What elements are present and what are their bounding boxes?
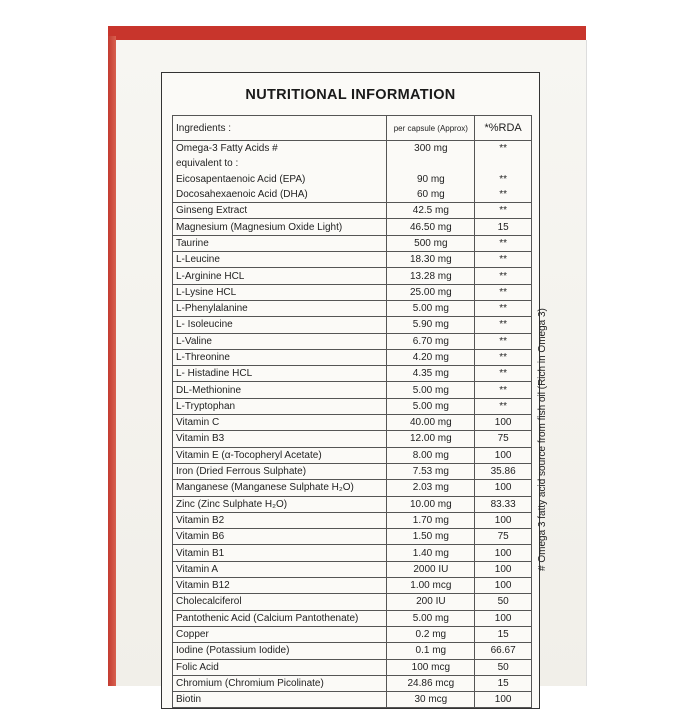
cell-rda: ** bbox=[475, 284, 532, 300]
cell-qty: 0.1 mg bbox=[387, 643, 475, 659]
table-row bbox=[173, 594, 532, 610]
dha-rda: ** bbox=[475, 187, 532, 203]
table-row bbox=[173, 643, 532, 659]
table-row bbox=[173, 366, 532, 382]
cell-name: Biotin bbox=[173, 692, 387, 708]
cell-qty: 13.28 mg bbox=[387, 268, 475, 284]
cell-rda: 83.33 bbox=[475, 496, 532, 512]
table-row bbox=[173, 268, 532, 284]
epa-qty: 90 mg bbox=[387, 172, 475, 187]
cell-name: Taurine bbox=[173, 235, 387, 251]
cell-qty: 5.00 mg bbox=[387, 398, 475, 414]
cell-qty: 1.00 mcg bbox=[387, 578, 475, 594]
table-row bbox=[173, 610, 532, 626]
table-row bbox=[173, 447, 532, 463]
cell-qty: 7.53 mg bbox=[387, 463, 475, 479]
cell-rda: ** bbox=[475, 252, 532, 268]
cell-rda: 50 bbox=[475, 594, 532, 610]
table-row bbox=[173, 545, 532, 561]
nutrition-table bbox=[172, 115, 532, 708]
cell-qty: 4.20 mg bbox=[387, 349, 475, 365]
cell-name: Chromium (Chromium Picolinate) bbox=[173, 675, 387, 691]
cell-name: L-Valine bbox=[173, 333, 387, 349]
nutrition-panel bbox=[161, 72, 548, 709]
cell-qty: 1.50 mg bbox=[387, 529, 475, 545]
cell-name: Vitamin B12 bbox=[173, 578, 387, 594]
cell-name: Copper bbox=[173, 626, 387, 642]
cell-rda: ** bbox=[475, 300, 532, 316]
box-side-edge bbox=[108, 36, 116, 686]
omega-rda: ** bbox=[475, 141, 532, 157]
omega-source-note: # Omega 3 fatty acid source from fish oil (Rich in Omega 3) bbox=[537, 308, 548, 571]
cell-name: Vitamin C bbox=[173, 415, 387, 431]
cell-name: Vitamin B2 bbox=[173, 512, 387, 528]
table-row bbox=[173, 561, 532, 577]
cell-name: L-Arginine HCL bbox=[173, 268, 387, 284]
table-row bbox=[173, 252, 532, 268]
cell-qty: 5.90 mg bbox=[387, 317, 475, 333]
omega-equiv: equivalent to : bbox=[173, 156, 387, 171]
cell-rda: 15 bbox=[475, 219, 532, 235]
table-row bbox=[173, 512, 532, 528]
cell-name: L-Leucine bbox=[173, 252, 387, 268]
cell-rda: 100 bbox=[475, 692, 532, 708]
box-face bbox=[116, 40, 587, 706]
cell-rda: 100 bbox=[475, 512, 532, 528]
cell-name: Vitamin B1 bbox=[173, 545, 387, 561]
cell-rda: 15 bbox=[475, 675, 532, 691]
product-box bbox=[108, 26, 586, 706]
table-row bbox=[173, 333, 532, 349]
omega-row bbox=[173, 156, 532, 171]
cell-name: Manganese (Manganese Sulphate H₂O) bbox=[173, 480, 387, 496]
cell-name: L- Isoleucine bbox=[173, 317, 387, 333]
cell-qty: 500 mg bbox=[387, 235, 475, 251]
cell-qty: 5.00 mg bbox=[387, 300, 475, 316]
cell-rda: ** bbox=[475, 349, 532, 365]
table-row bbox=[173, 203, 532, 219]
table-row bbox=[173, 659, 532, 675]
table-row bbox=[173, 382, 532, 398]
omega-name: Omega-3 Fatty Acids # bbox=[173, 141, 387, 157]
cell-qty: 1.40 mg bbox=[387, 545, 475, 561]
cell-name: L-Tryptophan bbox=[173, 398, 387, 414]
cell-name: Cholecalciferol bbox=[173, 594, 387, 610]
cell-rda: ** bbox=[475, 317, 532, 333]
cell-rda: ** bbox=[475, 235, 532, 251]
table-row bbox=[173, 300, 532, 316]
cell-name: L- Histadine HCL bbox=[173, 366, 387, 382]
cell-name: Magnesium (Magnesium Oxide Light) bbox=[173, 219, 387, 235]
table-row bbox=[173, 317, 532, 333]
cell-name: L-Lysine HCL bbox=[173, 284, 387, 300]
cell-rda: 75 bbox=[475, 529, 532, 545]
table-row bbox=[173, 529, 532, 545]
cell-name: Iodine (Potassium Iodide) bbox=[173, 643, 387, 659]
cell-name: Vitamin E (α-Tocopheryl Acetate) bbox=[173, 447, 387, 463]
cell-qty: 46.50 mg bbox=[387, 219, 475, 235]
table-row bbox=[173, 675, 532, 691]
cell-rda: 100 bbox=[475, 415, 532, 431]
header-rda: *%RDA bbox=[475, 116, 532, 141]
cell-rda: 100 bbox=[475, 480, 532, 496]
cell-name: L-Phenylalanine bbox=[173, 300, 387, 316]
table-row bbox=[173, 626, 532, 642]
cell-qty: 1.70 mg bbox=[387, 512, 475, 528]
table-row bbox=[173, 496, 532, 512]
cell-rda: ** bbox=[475, 333, 532, 349]
cell-name: L-Threonine bbox=[173, 349, 387, 365]
cell-name: DL-Methionine bbox=[173, 382, 387, 398]
epa-name: Eicosapentaenoic Acid (EPA) bbox=[173, 172, 387, 187]
epa-rda: ** bbox=[475, 172, 532, 187]
cell-qty: 25.00 mg bbox=[387, 284, 475, 300]
cell-rda: ** bbox=[475, 203, 532, 219]
table-row bbox=[173, 463, 532, 479]
header-per-capsule: per capsule (Approx) bbox=[387, 116, 475, 141]
cell-rda: 100 bbox=[475, 545, 532, 561]
dha-qty: 60 mg bbox=[387, 187, 475, 203]
cell-rda: 50 bbox=[475, 659, 532, 675]
cell-qty: 30 mcg bbox=[387, 692, 475, 708]
cell-rda: ** bbox=[475, 268, 532, 284]
cell-qty: 40.00 mg bbox=[387, 415, 475, 431]
cell-name: Ginseng Extract bbox=[173, 203, 387, 219]
cell-qty: 200 IU bbox=[387, 594, 475, 610]
table-row bbox=[173, 415, 532, 431]
cell-name: Pantothenic Acid (Calcium Pantothenate) bbox=[173, 610, 387, 626]
omega-qty: 300 mg bbox=[387, 141, 475, 157]
cell-rda: 15 bbox=[475, 626, 532, 642]
cell-rda: 100 bbox=[475, 610, 532, 626]
omega-row bbox=[173, 141, 532, 157]
cell-qty: 2000 IU bbox=[387, 561, 475, 577]
cell-name: Folic Acid bbox=[173, 659, 387, 675]
table-row bbox=[173, 480, 532, 496]
cell-qty: 18.30 mg bbox=[387, 252, 475, 268]
cell-name: Vitamin A bbox=[173, 561, 387, 577]
cell-qty: 24.86 mcg bbox=[387, 675, 475, 691]
cell-rda: ** bbox=[475, 366, 532, 382]
panel-title: NUTRITIONAL INFORMATION bbox=[245, 87, 456, 103]
cell-qty: 4.35 mg bbox=[387, 366, 475, 382]
dha-name: Docosahexaenoic Acid (DHA) bbox=[173, 187, 387, 203]
cell-rda: 66.67 bbox=[475, 643, 532, 659]
table-row bbox=[173, 284, 532, 300]
cell-qty: 100 mcg bbox=[387, 659, 475, 675]
cell-rda: 100 bbox=[475, 578, 532, 594]
cell-rda: 35.86 bbox=[475, 463, 532, 479]
cell-name: Vitamin B6 bbox=[173, 529, 387, 545]
cell-name: Vitamin B3 bbox=[173, 431, 387, 447]
cell-qty: 10.00 mg bbox=[387, 496, 475, 512]
cell-qty: 2.03 mg bbox=[387, 480, 475, 496]
table-row bbox=[173, 219, 532, 235]
cell-rda: ** bbox=[475, 382, 532, 398]
table-row bbox=[173, 349, 532, 365]
table-row bbox=[173, 578, 532, 594]
cell-name: Iron (Dried Ferrous Sulphate) bbox=[173, 463, 387, 479]
table-row bbox=[173, 398, 532, 414]
cell-rda: 75 bbox=[475, 431, 532, 447]
cell-qty: 5.00 mg bbox=[387, 610, 475, 626]
cell-qty: 12.00 mg bbox=[387, 431, 475, 447]
cell-rda: 100 bbox=[475, 447, 532, 463]
cell-rda: 100 bbox=[475, 561, 532, 577]
omega-row bbox=[173, 187, 532, 203]
cell-name: Zinc (Zinc Sulphate H₂O) bbox=[173, 496, 387, 512]
cell-qty: 8.00 mg bbox=[387, 447, 475, 463]
table-header-row bbox=[173, 116, 532, 141]
cell-qty: 6.70 mg bbox=[387, 333, 475, 349]
header-ingredients: Ingredients : bbox=[173, 116, 387, 141]
table-row bbox=[173, 235, 532, 251]
table-row bbox=[173, 431, 532, 447]
cell-rda: ** bbox=[475, 398, 532, 414]
cell-qty: 5.00 mg bbox=[387, 382, 475, 398]
cell-qty: 42.5 mg bbox=[387, 203, 475, 219]
cell-qty: 0.2 mg bbox=[387, 626, 475, 642]
omega-row bbox=[173, 172, 532, 187]
